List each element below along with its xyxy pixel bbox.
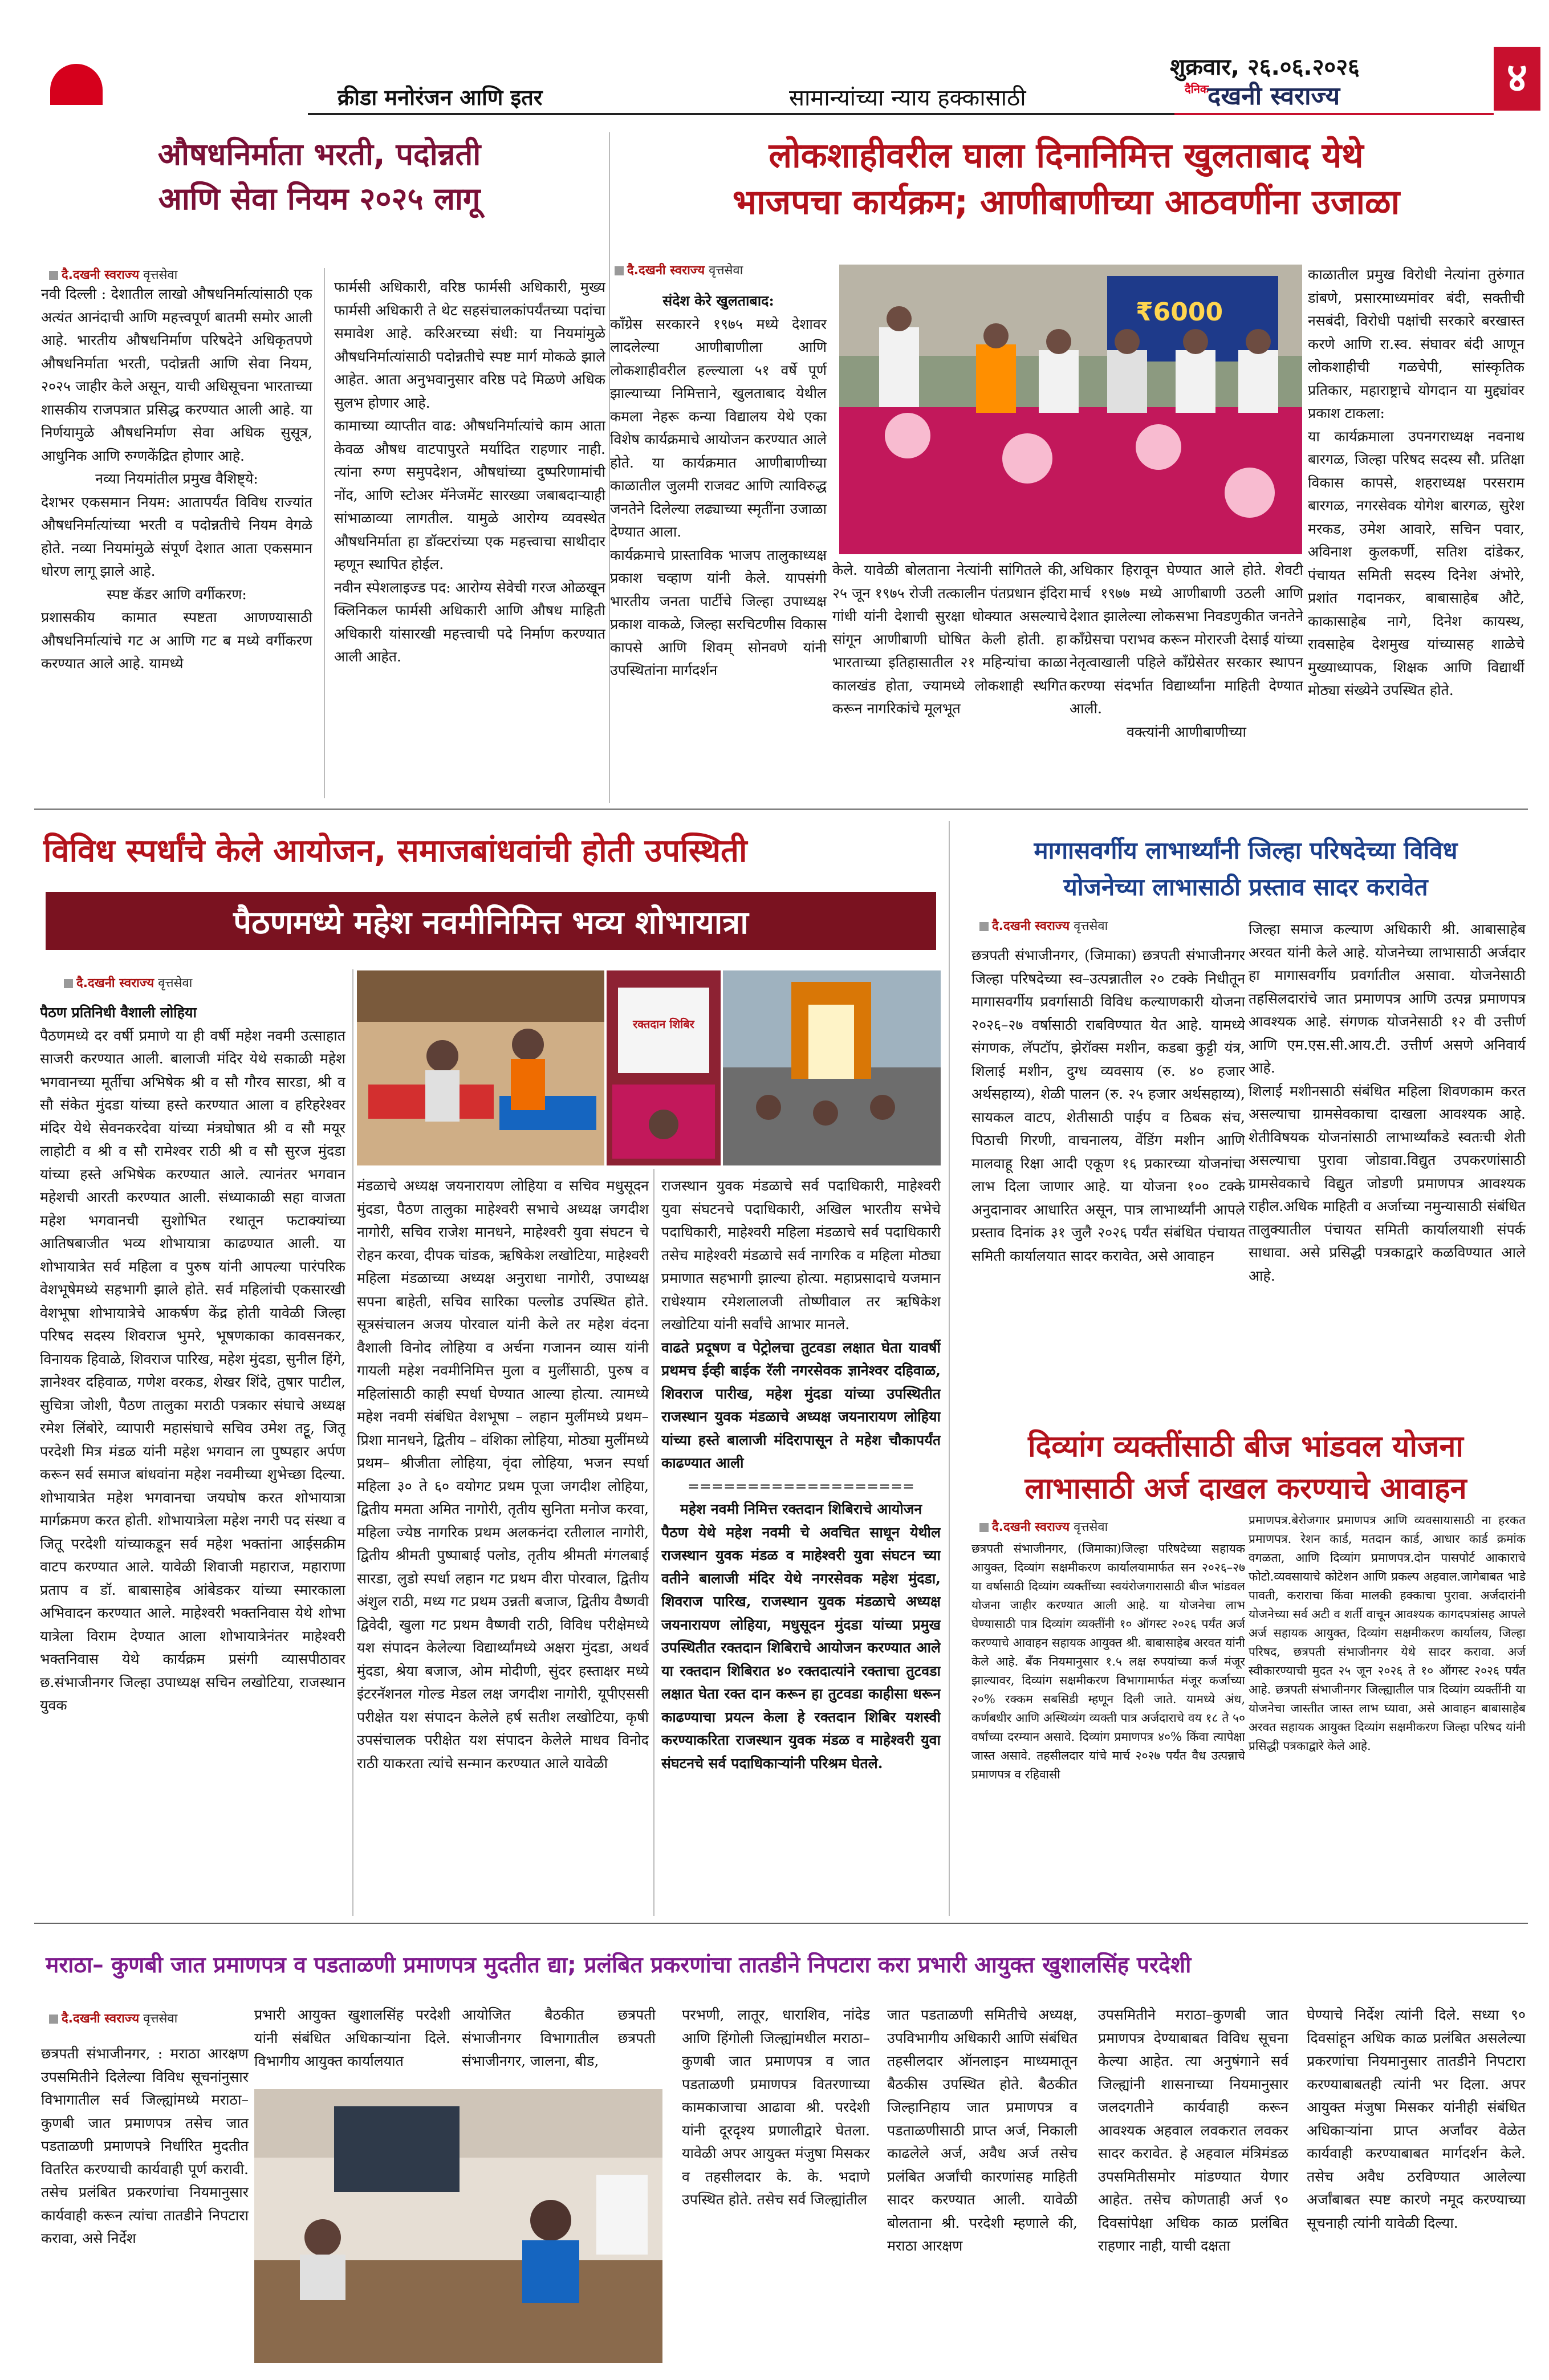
story1-paragraph: फार्मसी अधिकारी, वरिष्ठ फार्मसी अधिकारी, मुख्य फार्मसी अधिकारी ते थेट सहसंचालकांपर्यंतच्या पदांचा समावेश आहे. करिअरच्या संधी: या नियमांमुळे औषधनिर्मात्यांसाठी पदोन्नतीचे स्पष्ट मार्ग मोकळे झाले आहेत. आता अनुभवानुसार वरिष्ठ पदे मिळणे अधिक सुलभ होणार आहे. <box>334 279 605 411</box>
column-rule <box>653 1169 654 1916</box>
story6-byline: दै.दखनी स्वराज्य वृत्तसेवा <box>49 2009 177 2026</box>
story5-column-2 <box>1249 1511 1526 1917</box>
story4-paragraph: जिल्हा समाज कल्याण अधिकारी श्री. आबासाहेब अरवत यांनी केले आहे. योजनेच्या लाभासाठी अर्जदार हा मागासवर्गीय प्रवर्गातील असावा. योजनेसाठी तहसिलदारांचे जात प्रमाणपत्र आणि उत्पन्न प्रमाणपत्र आवश्यक आहे. संगणक योजनेसाठी १२ वी उत्तीर्ण आणि एम.एस.सी.आय.टी. उत्तीर्ण असणे अनिवार्य आहे. <box>1249 921 1526 1076</box>
story2-photo-illustration <box>839 265 1302 554</box>
byline-square-icon <box>615 266 624 275</box>
story3-column-2 <box>357 1175 649 1917</box>
story6-column-6 <box>1098 2004 1288 2363</box>
story3-paragraph: राजस्थान युवक मंडळाचे सर्व पदाधिकारी, माहेश्वरी युवा संघटनचे पदाधिकारी, अखिल भारतीय सभेचे पदाधिकारी, माहेश्वरी महिला मंडळाचे सर्व पदाधिकारी तसेच माहेश्वरी मंडळाचे सर्व नागरिक व महिला मोठ्या प्रमाणात सहभागी झाल्या होत्या. महाप्रसादाचे यजमान राधेश्याम रमेशलालजी तोष्णीवाल तर ऋषिकेश लखोटिया यांनी सर्वांचे आभार मानले. <box>661 1177 941 1333</box>
story1-headline <box>34 132 604 221</box>
story6-photo-meeting-illustration <box>254 2089 662 2363</box>
story2-paragraph: वक्त्यांनी आणीबाणीच्या <box>1126 723 1247 740</box>
story5-column-1 <box>971 1540 1245 1916</box>
story2-column-1 <box>610 290 827 803</box>
story3-paragraph-bold: वाढते प्रदूषण व पेट्रोलचा तुटवडा लक्षात घेता यावर्षी प्रथमच ईव्ही बाईक रॅली नगरसेवक ज्ञानेश्वर दहिवाळ, शिवराज पारीख, महेश मुंदडा यांच्या उपस्थितीत राजस्थान युवक मंडळाचे अध्यक्ष जयनारायण लोहिया यांच्या हस्ते बालाजी मंदिरापासून ते महेश चौकापर्यंत काढण्यात आली <box>661 1339 941 1471</box>
story6-paragraph: छत्रपती संभाजीनगर, : मराठा आरक्षण उपसमितीने दिलेल्या विविध सूचनांनुसार विभागातील सर्व जिल्ह्यांमध्ये मराठा–कुणबी जात प्रमाणपत्र तसेच जात पडताळणी प्रमाणपत्रे निर्धारित मुदतीत वितरित करण्याची कार्यवाही पूर्ण करावी. तसेच प्रलंबित प्रकरणांचा नियमानुसार कार्यवाही करून त्यांचा तातडीने निपटारा करावा, असे निर्देश <box>41 2045 249 2247</box>
story2-paragraph: अधिकार हिरावून घेण्यात आले होते. शेवटी मार्च १९७७ मध्ये आणीबाणी उठली आणि देशात झालेल्या लोकसभा निवडणुकीत जनतेने काँग्रेसचा पराभव करून मोरारजी देसाई यांच्या नेतृत्वाखाली पहिले काँग्रेसेतर सरकार स्थापन करण्या संदर्भात विद्यार्थ्यांना माहिती देण्यात आली. <box>1070 562 1303 717</box>
masthead-paper-small: दैनिक <box>1185 82 1209 96</box>
story3-kicker: विविध स्पर्धांचे केले आयोजन, समाजबांधवांची होती उपस्थिती <box>43 832 747 870</box>
byline-square-icon <box>49 271 58 280</box>
column-rule <box>949 821 950 1916</box>
story4-headline <box>963 832 1528 905</box>
story3-paragraph: पैठणमध्ये दर वर्षी प्रमाणे या ही वर्षी महेश नवमी उत्साहात साजरी करण्यात आली. बालाजी मंदिर येथे सकाळी महेश भगवानच्या मूर्तीचा अभिषेक श्री व सौ गौरव सारडा, श्री व सौ संकेत मुंदडा यांच्या हस्ते करण्यात आला व हरिहरेश्वर मंदिर येथे सेवनकरदेवा यांच्या मंत्रघोषात श्री व सौ मयूर लाहोटी व श्री व सौ रामेश्वर राठी श्री व सौ सुरज मुंदडा यांच्या हस्ते अभिषेक करण्यात आले. त्यानंतर भगवान महेशची आरती करण्यात आली. संध्याकाळी सहा वाजता महेश भगवानची सुशोभित रथातून फटाक्यांच्या आतिषबाजीत भव्य शोभायात्रा काढण्यात आली. या शोभायात्रेत सर्व महिला व पुरुष यांनी आपल्या पारंपरिक वेशभूषेमध्ये सहभागी झाले होते. सर्व महिलांची एकसारखी वेशभूषा शोभायात्रेचे आकर्षण केंद्र होती यावेळी जिल्हा परिषद सदस्य शिवराज भुमरे, भूषणकाका कावसनकर, विनायक हिवाळे, शिवराज पारिख, महेश मुंदडा, सुनील हिंगे, ज्ञानेश्वर दहिवाळ, गणेश वरकड, शेखर शिंदे, तुषार पाटील, सुचित्रा जोशी, पैठण तालुका मराठी पत्रकार संघाचे अध्यक्ष रमेश लिंबोरे, व्यापारी महासंघाचे सचिव उमेश तट्टू, जितू परदेशी मित्र मंडळ यांनी महेश भगवान ला पुष्पहार अर्पण करून सर्व समाज बांधवांना महेश नवमीच्या शुभेच्छा दिल्या. शोभायात्रेत महेश भगवानचा जयघोष करत शोभायात्रा मार्गक्रमण करत होती. शोभायात्रेला महेश नगरी पद संस्था व जितू परदेशी यांच्याकडून सर्व महेश भक्तांना आईसक्रीम वाटप करण्यात आले. यावेळी शिवाजी महाराज, महाराणा प्रताप व डॉ. बाबासाहेब आंबेडकर यांच्या स्मारकाला अभिवादन करण्यात आले. माहेश्वरी भक्तनिवास येथे शोभा यात्रेला विराम देण्यात आला शोभायात्रेनंतर माहेश्वरी भक्तनिवास येथे कार्यक्रम प्रसंगी व्यासपीठावर छ.संभाजीनगर जिल्हा उपाध्यक्ष सचिन लखोटिया, राजस्थान युवक <box>40 1027 345 1713</box>
byline-square-icon <box>64 979 73 988</box>
story2-column-4 <box>1308 263 1524 803</box>
photo-banner-text: ₹6000 <box>1136 298 1223 327</box>
story3-headline-banner <box>46 892 936 950</box>
story1-column-2 <box>334 276 605 802</box>
story5-paragraph: प्रमाणपत्र.बेरोजगार प्रमाणपत्र आणि व्यवसायासाठी ना हरकत प्रमाणपत्र. रेशन कार्ड, मतदान कार्ड, आधार कार्ड क्रमांक वगळता, आणि दिव्यांग प्रमाणपत्र.दोन पासपोर्ट आकाराचे फोटो.व्यवसायाचे कोटेशन आणि प्रकल्प अहवाल.जागेबाबत भाडे पावती, कराराचा किंवा मालकी हक्काचा पुरावा. अर्जदारांनी योजनेच्या सर्व अटी व शर्ती वाचून आवश्यक कागदपत्रांसह आपले अर्ज सहायक आयुक्त, दिव्यांग सक्षमीकरण कार्यालय, जिल्हा परिषद, छत्रपती संभाजीनगर येथे सादर करावा. अर्ज स्वीकारण्याची मुदत २५ जून २०२६ ते १० ऑगस्ट २०२६ पर्यंत आहे. छत्रपती संभाजीनगर जिल्ह्यातील पात्र दिव्यांग व्यक्तींनी या योजनेचा जास्तीत जास्त लाभ घ्यावा, असे आवाहन बाबासाहेब अरवत सहायक आयुक्त दिव्यांग सक्षमीकरण जिल्हा परिषद यांनी प्रसिद्धी पत्रकाद्वारे केले आहे. <box>1249 1513 1526 1753</box>
story3-paragraph-bold: पैठण येथे महेश नवमी चे अवचित साधून येथील राजस्थान युवक मंडळ व माहेश्वरी युवा संघटन च्या वतीने बालाजी मंदिर येथे नगरसेवक महेश मुंदडा, शिवराज पारिख, राजस्थान युवक मंडळाचे अध्यक्ष जयनारायण लोहिया, मधुसूदन मुंदडा यांच्या प्रमुख उपस्थितीत रक्तदान शिबिराचे आयोजन करण्यात आले या रक्तदान शिबिरात ४० रक्तदात्यांने रक्ताचा तुटवडा लक्षात घेता रक्त दान करून हा तुटवडा काहीसा धरून काढण्याचा प्रयत्न केला हे रक्तदान शिबिर यशस्वी करण्याकरिता राजस्थान युवक मंडळ व माहेश्वरी युवा संघटनचे सर्व पदाधिकाऱ्यांनी परिश्रम घेतले. <box>661 1524 941 1772</box>
story1-headline-line1: औषधनिर्माता भरती, पदोन्नती <box>157 136 481 172</box>
story6-paragraph: परभणी, लातूर, धाराशिव, नांदेड आणि हिंगोली जिल्ह्यांमधील मराठा–कुणबी जात प्रमाणपत्र व जात पडताळणी प्रमाणपत्र वितरणाच्या कामकाजाचा आढावा श्री. परदेशी यांनी दूरदृश्य प्रणालीद्वारे घेतला. यावेळी अपर आयुक्त मंजुषा मिसकर व तहसीलदार के. के. भदाणे उपस्थित होते. तसेच सर्व जिल्ह्यांतील <box>682 2007 870 2208</box>
story6-column-5 <box>887 2004 1078 2363</box>
story2-headline <box>610 132 1522 226</box>
story3-photo-poster <box>607 970 721 1165</box>
story6-column-1 <box>41 2042 249 2362</box>
story1-paragraph: देशभर एकसमान नियम: आतापर्यंत विविध राज्यांत औषधनिर्मात्यांच्या भरती व पदोन्नतीचे नियम वेगळे होते. नव्या नियमांमुळे संपूर्ण देशात आता एकसमान धोरण लागू झाले आहे. <box>41 493 312 579</box>
story4-byline: दै.दखनी स्वराज्य वृत्तसेवा <box>979 917 1108 934</box>
story4-column-1 <box>971 944 1245 1429</box>
byline-square-icon <box>979 1523 989 1532</box>
story2-column-3 <box>1070 559 1303 803</box>
poster-text: रक्तदान शिबिर <box>633 1017 694 1031</box>
story6-paragraph: घेण्याचे निर्देश त्यांनी दिले. सध्या ९० दिवसांहून अधिक काळ प्रलंबित असलेल्या प्रकरणांचा नियमानुसार तातडीने निपटारा करण्याबाबतही त्यांनी भर दिला. अपर आयुक्त मंजुषा मिसकर यांनीही संबंधित अधिकाऱ्यांना प्राप्त अर्जांवर वेळेत कार्यवाही करण्याबाबत मार्गदर्शन केले. तसेच अवैध ठरविण्यात आलेल्या अर्जांबाबत स्पष्ट कारणे नमूद करण्याच्या सूचनाही त्यांनी यावेळी दिल्या. <box>1307 2007 1526 2231</box>
story6-paragraph: आयोजित बैठकीत छत्रपती संभाजीनगर विभागातील छत्रपती संभाजीनगर, जालना, बीड, <box>462 2007 656 2069</box>
story2-byline: दै.दखनी स्वराज्य वृत्तसेवा <box>615 261 743 278</box>
masthead-date: शुक्रवार, २६.०६.२०२६ <box>1170 54 1360 80</box>
story6-column-4 <box>682 2004 870 2363</box>
story3-photo-donors <box>357 970 604 1165</box>
story3-byline: दै.दखनी स्वराज्य वृत्तसेवा <box>64 974 192 991</box>
byline-square-icon <box>979 922 989 931</box>
story3-subhead: महेश नवमी निमित्त रक्तदान शिबिराचे आयोजन <box>680 1501 922 1517</box>
byline-square-icon <box>49 2015 58 2024</box>
story2-paragraph: काळातील प्रमुख विरोधी नेत्यांना तुरुंगात डांबणे, प्रसारमाध्यमांवर बंदी, सक्तीची नसबंदी, विरोधी पक्षांची सरकारे बरखास्त करणे आणि रा.स्व. संघावर बंदी आणून लोकशाहीची गळचेपी, सांस्कृतिक प्रतिकार, महाराष्ट्राचे योगदान या मुद्द्यांवर प्रकाश टाकला: <box>1308 266 1524 421</box>
story5-byline: दै.दखनी स्वराज्य वृत्तसेवा <box>979 1518 1108 1535</box>
story3-photo-rally <box>723 970 941 1165</box>
story2-paragraph: कार्यक्रमाचे प्रास्ताविक भाजप तालुकाध्यक्ष प्रकाश चव्हाण यांनी केले. यापसंगी भारतीय जनता पार्टीचे जिल्हा उपाध्यक्ष प्रकाश वाकळे, जिल्हा सरचिटणीस विकास कापसे आणि शिवम्‌ सोनवणे यांनी उपस्थितांना मार्गदर्शन <box>610 546 827 679</box>
story6-photo-meeting <box>254 2089 662 2363</box>
story3-divider: =================== <box>688 1477 914 1494</box>
story4-paragraph: छत्रपती संभाजीनगर, (जिमाका) छत्रपती संभाजीनगर जिल्हा परिषदेच्या स्व–उत्पन्नातील २० टक्के निधीतून मागासवर्गीय प्रवर्गासाठी विविध कल्याणकारी योजना २०२६–२७ वर्षासाठी राबविण्यात येत आहे. यामध्ये संगणक, लॅपटॉप, झेरॉक्स मशीन, कडबा कुट्टी यंत्र, शिलाई मशीन, दुग्ध व्यवसाय (रु. ४० हजार अर्थसहाय्य), शेळी पालन (रु. २५ हजार अर्थसहाय्य), सायकल वाटप, शेतीसाठी पाईप व ठिबक संच, पिठाची गिरणी, वाचनालय, वेंडिंग मशीन आणि मालवाहू रिक्षा आदी एकूण १६ प्रकारच्या योजनांचा लाभ दिला जाणार आहे. या योजना १०० टक्के अनुदानावर आधारित असून, पात्र लाभार्थ्यांनी आपले प्रस्ताव दिनांक ३१ जुलै २०२६ पर्यंत संबंधित पंचायत समिती कार्यालयात सादर करावेत, असे आवाहन <box>971 947 1245 1264</box>
story1-subhead: नव्या नियमांतील प्रमुख वैशिष्ट्ये: <box>95 470 258 487</box>
story2-headline-line2: भाजपचा कार्यक्रम; आणीबाणीच्या आठवणींना उजाळा <box>732 182 1400 222</box>
column-rule <box>352 969 353 1916</box>
story2-paragraph: काँग्रेस सरकारने १९७५ मध्ये देशावर लादलेल्या आणीबाणीला आणि लोकशाहीवरील हल्ल्याला ५१ वर्षे पूर्ण झाल्याच्या निमित्ताने, खुलताबाद येथील कमला नेहरू कन्या विद्यालय येथे एका विशेष कार्यक्रमाचे आयोजन करण्यात आले होते. या कार्यक्रमात आणीबाणीच्या काळातील जुलमी राजवट आणि त्याविरुद्ध जनतेने दिलेल्या लढ्याच्या स्मृतींना उजाळा देण्यात आला. <box>610 315 827 540</box>
story1-paragraph: प्रशासकीय कामात स्पष्टता आणण्यासाठी औषधनिर्मात्यांचे गट अ आणि गट ब मध्ये वर्गीकरण करण्यात आले आहे. यामध्ये <box>41 609 312 672</box>
story2-photo <box>839 265 1302 554</box>
masthead-logo-mark <box>50 64 103 105</box>
story6-paragraph: जात पडताळणी समितीचे अध्यक्ष, उपविभागीय अधिकारी आणि संबंधित तहसीलदार ऑनलाइन माध्यमातून बैठकीस उपस्थित होते. बैठकीत जिल्हानिहाय जात प्रमाणपत्र व पडताळणीसाठी प्राप्त अर्ज, निकाली काढलेले अर्ज, अवैध अर्ज तसेच प्रलंबित अर्जांची कारणांसह माहिती सादर करण्यात आली. यावेळी बोलताना श्री. परदेशी म्हणाले की, मराठा आरक्षण <box>887 2007 1078 2254</box>
column-rule <box>324 268 325 798</box>
story6-column-3 <box>462 2004 656 2083</box>
masthead-rule <box>308 113 1174 115</box>
section-divider <box>34 809 1528 810</box>
page-number: ४ <box>1494 47 1540 111</box>
story1-subhead: स्पष्ट कॅडर आणि वर्गीकरण: <box>107 586 247 603</box>
story5-headline <box>963 1425 1528 1510</box>
story1-paragraph: नवीन स्पेशलाइज्ड पद: आरोग्य सेवेची गरज ओळखून क्लिनिकल फार्मसी अधिकारी आणि औषध माहिती अधिकारी यांसारखी महत्त्वाची पदे निर्माण करण्यात आली आहेत. <box>334 579 605 665</box>
story3-paragraph: मंडळाचे अध्यक्ष जयनारायण लोहिया व सचिव मधुसूदन मुंदडा, पैठण तालुका माहेश्वरी सभाचे अध्यक्ष जगदीश नागोरी, सचिव राजेश मानधने, माहेश्वरी युवा संघटन चे रोहन करवा, दीपक चांडक, ऋषिकेश लखोटिया, माहेश्वरी महिला मंडळाच्या अध्यक्ष अनुराधा नागोरी, उपाध्यक्ष सपना बाहेती, सचिव सारिका पल्लोड उपस्थित होते. सूत्रसंचालन अजय पोरवाल यांनी केले तर महेश वंदना वैशाली विनोद लोहिया व अर्चना गजानन व्यास यांनी गायली महेश नवमीनिमित्त मुला व मुलींसाठी, पुरुष व महिलांसाठी काही स्पर्धा घेण्यात आल्या होत्या. त्यामध्ये महेश नवमी संबंधित वेशभूषा – लहान मुलींमध्ये प्रथम– प्रिशा मानधने, द्वितीय – वंशिका लोहिया, मोठ्या मुलींमध्ये प्रथम– श्रीजीता लोहिया, वृंदा लोहिया, भजन स्पर्धा महिला ३० ते ६० वयोगट प्रथम पूजा जगदीश लोहिया, द्वितीय ममता अमित नागोरी, तृतीय सुनिता मनोज करवा, महिला ज्येष्ठ नागरिक प्रथम अलकनंदा रतीलाल नागोरी, द्वितीय श्रीमती पुष्पाबाई पलोड, तृतीय श्रीमती मंगलबाई सारडा, लुडो स्पर्धा लहान गट प्रथम वीरा पोरवाल, द्वितीय अंशुल राठी, मध्य गट प्रथम उन्नती बजाज, द्वितीय वैष्णवी द्विवेदी, खुला गट प्रथम वैष्णवी राठी, विविध परीक्षेमध्ये यश संपादन केलेल्या विद्यार्थ्यांमध्ये अक्षरा मुंदडा, अथर्व मुंदडा, श्रेया बजाज, ओम मोदीणी, सुंदर हस्ताक्षर मध्ये इंटरनॅशनल गोल्ड मेडल लक्ष जगदीश नागोरी, यूपीएससी परीक्षेत यश संपादन केलेले हर्ष सतीश लखोटिया, कृषी उपसंचालक परीक्षेत यश संपादन केलेले माधव विनोद राठी याकरता त्यांचे सन्मान करण्यात आले यावेळी <box>357 1177 649 1772</box>
masthead-paper-name: दखनी स्वराज्य <box>1208 82 1340 111</box>
story4-headline-line2: योजनेच्या लाभासाठी प्रस्ताव सादर करावेत <box>1063 873 1428 901</box>
story3-photo-rally-illustration <box>723 970 941 1165</box>
masthead-section: क्रीडा मनोरंजन आणि इतर <box>338 85 543 110</box>
story6-column-2 <box>254 2004 450 2083</box>
story2-column-2 <box>832 559 1067 803</box>
story1-paragraph: नवी दिल्ली : देशातील लाखो औषधनिर्मात्यांसाठी एक अत्यंत आनंदाची आणि महत्त्वपूर्ण बातमी समोर आली आहे. भारतीय औषधनिर्माण परिषदेने अधिकृतपणे औषधनिर्माता भरती, पदोन्नती आणि सेवा नियम, २०२५ जाहीर केले असून, याची अधिसूचना भारताच्या शासकीय राजपत्रात प्रसिद्ध करण्यात आली आहे. या निर्णयामुळे औषधनिर्माण सेवा अधिक सुसूत्र, आधुनिक आणि रुग्णकेंद्रित होणार आहे. <box>41 286 312 464</box>
story6-paragraph: उपसमितीने मराठा–कुणबी जात प्रमाणपत्र देण्याबाबत विविध सूचना केल्या आहेत. त्या अनुषंगाने सर्व जिल्ह्यांनी शासनाच्या नियमानुसार जलदगतीने कार्यवाही करून आवश्यक अहवाल लवकरात लवकर सादर करावेत. हे अहवाल मंत्रिमंडळ उपसमितीसमोर मांडण्यात येणार आहेत. तसेच कोणताही अर्ज ९० दिवसांपेक्षा अधिक काळ प्रलंबित राहणार नाही, याची दक्षता <box>1098 2007 1288 2254</box>
story2-paragraph: या कार्यक्रमाला उपनगराध्यक्ष नवनाथ बारगळ, जिल्हा परिषद सदस्य सौ. प्रतिक्षा विकास कापसे, शहराध्यक्ष परसराम बारगळ, नगरसेवक योगेश बारगळ, सुरेश मरकड, उमेश आवारे, सचिन पवार, अविनाश कुलकर्णी, सतिश दांडेकर, पंचायत समिती सदस्य दिनेश अंभोरे, प्रशांत गदानकर, बाबासाहेब औटे, काकासाहेब नागे, दिनेश कायस्थ, रावसाहेब देशमुख यांच्यासह शाळेचे मुख्याध्यापक, शिक्षक आणि विद्यार्थी मोठ्या संख्येने उपस्थित होते. <box>1308 428 1524 698</box>
story2-headline-line1: लोकशाहीवरील घाला दिनानिमित्त खुलताबाद येथे <box>769 136 1364 176</box>
story6-column-7 <box>1307 2004 1526 2363</box>
story3-column-1 <box>40 1001 345 1917</box>
story3-column-3 <box>661 1175 941 1917</box>
story5-paragraph: छत्रपती संभाजीनगर, (जिमाका)जिल्हा परिषदेच्या सहायक आयुक्त, दिव्यांग सक्षमीकरण कार्यालयामार्फत सन २०२६–२७ या वर्षासाठी दिव्यांग व्यक्तींच्या स्वयंरोजगारासाठी बीज भांडवल योजना जाहीर करण्यात आली आहे. या योजनेचा लाभ घेण्यासाठी पात्र दिव्यांग व्यक्तींनी १० ऑगस्ट २०२६ पर्यंत अर्ज करण्याचे आवाहन सहायक आयुक्त श्री. बाबासाहेब अरवत यांनी केले आहे. बँक नियमानुसार १.५ लक्ष रुपयांच्या कर्ज मंजूर झाल्यावर, दिव्यांग सक्षमीकरण विभागामार्फत मंजूर कर्जाच्या २०% रक्कम सबसिडी म्हणून दिली जाते. यामध्ये अंध, कर्णबधीर आणि अस्थिव्यंग व्यक्ती पात्र अर्जदाराचे वय १८ ते ५० वर्षांच्या दरम्यान असावे. दिव्यांग प्रमाणपत्र ४०% किंवा त्यापेक्षा जास्त असावे. तहसीलदार यांचे मार्च २०२७ पर्यंत वैध उत्पन्नाचे प्रमाणपत्र व रहिवासी <box>971 1542 1245 1781</box>
story3-reporter: पैठण प्रतिनिधी वैशाली लोहिया <box>40 1004 197 1021</box>
masthead <box>0 0 1549 114</box>
story2-dateline: संदेश केरे खुलताबाद: <box>662 293 774 309</box>
story6-paragraph: प्रभारी आयुक्त खुशालसिंह परदेशी यांनी संबंधित अधिकाऱ्यांना दिले. विभागीय आयुक्त कार्यालयात <box>254 2007 450 2069</box>
story4-paragraph: शिलाई मशीनसाठी संबंधित महिला शिवणकाम करत असल्याचा ग्रामसेवकाचा दाखला आवश्यक आहे. शेतीविषयक योजनांसाठी लाभार्थ्यांकडे स्वतःची शेती असल्याचा पुरावा जोडावा.विद्युत उपकरणांसाठी ग्रामसेवकाचे विद्युत जोडणी प्रमाणपत्र आवश्यक राहील.अधिक माहिती व अर्जाच्या नमुन्यासाठी संबंधित तालुक्यातील पंचायत समिती कार्यालयाशी संपर्क साधावा. असे प्रसिद्धी पत्रकाद्वारे कळविण्यात आले आहे. <box>1249 1082 1526 1284</box>
story6-headline: मराठा– कुणबी जात प्रमाणपत्र व पडताळणी प्रमाणपत्र मुदतीत द्या; प्रलंबित प्रकरणांचा तातडीने निपटारा करा प्रभारी आयुक्त खुशालसिंह परदेशी <box>46 1952 1192 1978</box>
story1-column-1 <box>41 283 312 802</box>
story3-photo-poster-illustration <box>607 970 721 1165</box>
story3-photo-donors-illustration <box>357 970 604 1165</box>
story3-headline: पैठणमध्ये महेश नवमीनिमित्त भव्य शोभायात्रा <box>233 904 749 941</box>
story5-headline-line2: लाभासाठी अर्ज दाखल करण्याचे आवाहन <box>1024 1472 1467 1506</box>
story1-byline: दै.दखनी स्वराज्य वृत्तसेवा <box>49 266 177 283</box>
story2-paragraph: केले. यावेळी बोलताना नेत्यांनी सांगितले की, २५ जून १९७५ रोजी तत्कालीन पंतप्रधान इंदिरा गांधी यांनी देशाची सुरक्षा धोक्यात असल्याचे सांगून आणीबाणी घोषित केली होती. हा भारताच्या इतिहासातील २१ महिन्यांचा काळा कालखंड होता, ज्यामध्ये लोकशाही स्थगित करून नागरिकांचे मूलभूत <box>832 562 1067 717</box>
story1-headline-line2: आणि सेवा नियम २०२५ लागू <box>158 181 481 217</box>
section-divider <box>34 1923 1528 1924</box>
story4-headline-line1: मागासवर्गीय लाभार्थ्यांनी जिल्हा परिषदेच्या विविध <box>1034 836 1458 864</box>
masthead-slogan: सामान्यांच्या न्याय हक्कासाठी <box>789 85 1026 111</box>
masthead-rule-right <box>1174 113 1494 115</box>
story5-headline-line1: दिव्यांग व्यक्तींसाठी बीज भांडवल योजना <box>1028 1429 1463 1464</box>
story1-paragraph: कामाच्या व्याप्तीत वाढ: औषधनिर्मात्यांचे काम आता केवळ औषध वाटपापुरते मर्यादित राहणार नाही. त्यांना रुग्ण समुपदेशन, औषधांच्या दुष्परिणामांची नोंद, आणि स्टोअर मॅनेजमेंट सारख्या जबाबदाऱ्याही सांभाळाव्या लागतील. यामुळे आरोग्य व्यवस्थेत औषधनिर्माता हा डॉक्टरांच्या एक महत्त्वाचा साथीदार म्हणून स्थापित होईल. <box>334 417 605 572</box>
story4-column-2 <box>1249 918 1526 1429</box>
